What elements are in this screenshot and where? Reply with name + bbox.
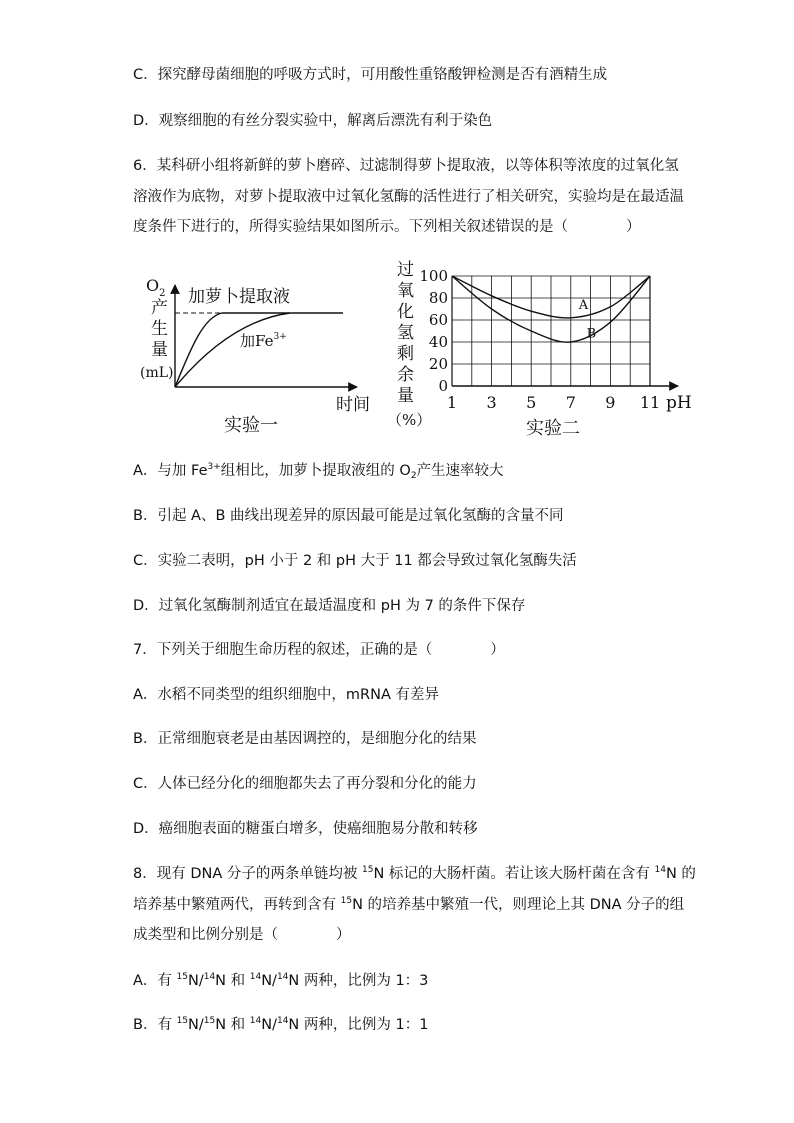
exp1-curve2-label: 加$Fe^{3+}$: [240, 332, 287, 350]
exp2-x-tick-label: 1: [446, 393, 458, 412]
q6-option-b: B．引起 A、B 曲线出现差异的原因最可能是过氧化氢酶的含量不同: [133, 508, 564, 524]
exp1-curve-radish: [175, 313, 343, 387]
q6-option-d: D．过氧化氢酶制剂适宜在最适温度和 pH 为 7 的条件下保存: [133, 598, 526, 614]
exp1-curve1-label: 加萝卜提取液: [188, 287, 290, 307]
q6-figure-svg: [140, 255, 700, 450]
exp1-y-unit: (mL): [140, 365, 174, 381]
exp2-y-tick-label: 60: [428, 311, 448, 329]
exp2-curve-a-label: A: [578, 298, 589, 313]
q6-option-a: A．与加 $Fe^{3+}$组相比，加萝卜提取液组的 $O_2$产生速率较大: [133, 462, 504, 481]
exp2-y-label-6: 余: [397, 365, 414, 385]
exp1-caption: 实验一: [224, 415, 278, 436]
q8-option-a: A．有 $^{15}$N/$^{14}$N 和 $^{14}$N/$^{14}$N 两种，比例为 1：3: [133, 972, 429, 989]
exp2-y-label-7: 量: [397, 386, 414, 406]
exp2-y-tick-label: 40: [428, 333, 448, 351]
exp1-curve-fe3: [175, 313, 290, 387]
q7-option-c: C．人体已经分化的细胞都失去了再分裂和分化的能力: [133, 776, 477, 792]
exp2-y-unit: （%）: [387, 411, 432, 429]
exp1-y-label-3: 量: [151, 340, 168, 360]
exp1-y-label-2: 生: [151, 319, 168, 339]
exp2-y-tick-label: 20: [428, 355, 448, 373]
q8-stem-line2: 培养基中繁殖两代，再转到含有 $^{15}$N 的培养基中繁殖一代，则理论上其 DNA 分子的组: [133, 896, 685, 913]
q6-stem-line1: 6．某科研小组将新鲜的萝卜磨碎、过滤制得萝卜提取液，以等体积等浓度的过氧化氢: [133, 158, 679, 174]
exp2-x-tick-label: 9: [605, 393, 616, 412]
q8-stem-line3: 成类型和比例分别是（ ）: [133, 927, 351, 943]
exp2-caption: 实验二: [526, 418, 580, 439]
q8-option-b: B．有 $^{15}$N/$^{15}$N 和 $^{14}$N/$^{14}$N 两种，比例为 1：1: [133, 1016, 429, 1033]
q7-option-b: B．正常细胞衰老是由基因调控的，是细胞分化的结果: [133, 731, 477, 747]
experiment-1-chart: [140, 276, 370, 436]
exp2-y-label-2: 氧: [397, 281, 414, 301]
q7-option-a: A．水稻不同类型的组织细胞中，mRNA 有差异: [133, 687, 439, 703]
q7-option-d: D．癌细胞表面的糖蛋白增多，使癌细胞易分散和转移: [133, 821, 478, 837]
q6-stem-line3: 度条件下进行的，所得实验结果如图所示。下列相关叙述错误的是（ ）: [133, 219, 641, 235]
exp2-y-label-4: 氢: [397, 323, 414, 343]
exp2-x-tick-label: 11: [639, 393, 661, 412]
exp2-x-label: pH: [666, 393, 692, 413]
q5-option-d: D．观察细胞的有丝分裂实验中，解离后漂洗有利于染色: [133, 113, 493, 129]
exp1-y-label-1: 产: [151, 298, 168, 318]
exp1-x-label: 时间: [336, 395, 370, 415]
exp2-x-tick-label: 7: [565, 393, 576, 412]
exp1-y-label-o: $O_2$: [146, 276, 166, 299]
q8-stem-line1: 8．现有 DNA 分子的两条单链均被 $^{15}$N 标记的大肠杆菌。若让该大肠杆菌在含有 $^{14}$N 的: [133, 865, 696, 882]
exp2-y-label-5: 剩: [397, 344, 414, 364]
q5-option-c: C．探究酵母菌细胞的呼吸方式时，可用酸性重铬酸钾检测是否有酒精生成: [133, 67, 608, 83]
exp2-y-label-1: 过: [397, 260, 414, 280]
q6-figure: [140, 255, 700, 450]
exp2-y-label-3: 化: [397, 302, 414, 322]
exp2-y-tick-label: 100: [419, 267, 448, 285]
exp2-curve-b-label: B: [586, 326, 597, 342]
exp2-x-tick-label: 5: [526, 393, 537, 412]
exp2-x-tick-label: 3: [486, 393, 497, 412]
q6-stem-line2: 溶液作为底物，对萝卜提取液中过氧化氢酶的活性进行了相关研究，实验均是在最适温: [133, 189, 684, 205]
q6-option-c: C．实验二表明，pH 小于 2 和 pH 大于 11 都会导致过氧化氢酶失活: [133, 553, 577, 569]
exp2-y-tick-label: 80: [428, 289, 448, 307]
exp2-y-tick-label: 0: [438, 377, 448, 395]
experiment-2-chart: [387, 260, 692, 439]
q7-stem: 7．下列关于细胞生命历程的叙述，正确的是（ ）: [133, 642, 505, 658]
